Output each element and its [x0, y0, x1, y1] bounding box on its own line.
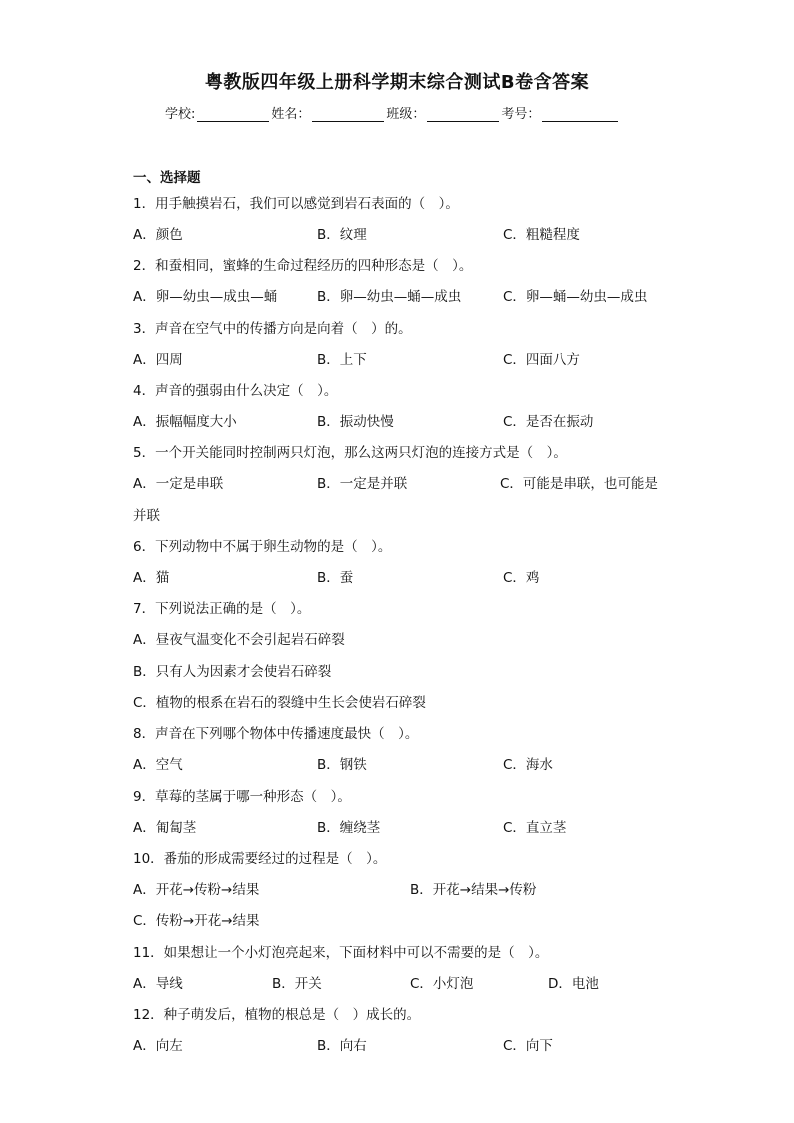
number-blank[interactable]: [542, 107, 618, 122]
question-stem: 5．一个开关能同时控制两只灯泡，那么这两只灯泡的连接方式是（ ）。: [133, 445, 567, 461]
question-stem: 6．下列动物中不属于卵生动物的是（ ）。: [133, 539, 392, 555]
class-blank[interactable]: [427, 107, 499, 122]
option-b: B．一定是并联: [317, 476, 408, 492]
option-a: A．猫: [133, 570, 170, 586]
section-heading: 一、选择题: [133, 170, 201, 186]
question-stem: 3．声音在空气中的传播方向是向着（ ）的。: [133, 321, 412, 337]
option-b: B．上下: [317, 352, 367, 368]
question-stem: 12．种子萌发后，植物的根总是（ ）成长的。: [133, 1007, 421, 1023]
question-stem: 10．番茄的形成需要经过的过程是（ ）。: [133, 851, 387, 867]
option-d: D．电池: [548, 976, 599, 992]
option-b: B．卵—幼虫—蛹—成虫: [317, 289, 462, 305]
class-label: 班级：: [386, 107, 426, 122]
option-a: A．卵—幼虫—成虫—蛹: [133, 289, 278, 305]
option-a: A．四周: [133, 352, 183, 368]
question-stem: 8．声音在下列哪个物体中传播速度最快（ ）。: [133, 726, 419, 742]
question-stem: 11．如果想让一个小灯泡亮起来，下面材料中可以不需要的是（ ）。: [133, 945, 549, 961]
school-label: 学校:: [165, 107, 196, 122]
name-blank[interactable]: [312, 107, 384, 122]
question-stem: 2．和蚕相同，蜜蜂的生命过程经历的四种形态是（ ）。: [133, 258, 473, 274]
question-stem: 1．用手触摸岩石，我们可以感觉到岩石表面的（ ）。: [133, 196, 459, 212]
student-info-line: [165, 103, 620, 122]
question-stem: 9．草莓的茎属于哪一种形态（ ）。: [133, 789, 351, 805]
option-a: A．昼夜气温变化不会引起岩石碎裂: [133, 632, 345, 648]
option-b: B．缠绕茎: [317, 820, 381, 836]
option-b: B．振动快慢: [317, 414, 394, 430]
question-stem: 4．声音的强弱由什么决定（ ）。: [133, 383, 338, 399]
option-a: A．空气: [133, 757, 183, 773]
option-b: B．开关: [272, 976, 322, 992]
question-stem: 7．下列说法正确的是（ ）。: [133, 601, 311, 617]
option-a: A．向左: [133, 1038, 183, 1054]
option-c: C．传粉→开花→结果: [133, 913, 260, 929]
option-c: C．鸡: [503, 570, 540, 586]
document-title: 粤教版四年级上册科学期末综合测试B卷含答案: [204, 72, 590, 93]
option-a: A．一定是串联: [133, 476, 224, 492]
option-b: B．钢铁: [317, 757, 367, 773]
option-b: B．向右: [317, 1038, 367, 1054]
option-c: C．粗糙程度: [503, 227, 580, 243]
option-a: A．导线: [133, 976, 183, 992]
option-c: C．小灯泡: [410, 976, 474, 992]
option-c: C．植物的根系在岩石的裂缝中生长会使岩石碎裂: [133, 695, 426, 711]
option-c: C．海水: [503, 757, 553, 773]
name-label: 姓名：: [271, 107, 311, 122]
number-label: 考号：: [501, 107, 541, 122]
option-c: C．直立茎: [503, 820, 567, 836]
option-a: A．开花→传粉→结果: [133, 882, 260, 898]
option-a: A．匍匐茎: [133, 820, 197, 836]
option-b: B．纹理: [317, 227, 367, 243]
option-c-continuation: 并联: [133, 508, 160, 524]
option-c: C．可能是串联，也可能是: [500, 476, 658, 492]
option-b: B．蚕: [317, 570, 354, 586]
school-blank[interactable]: [197, 107, 269, 122]
option-c: C．向下: [503, 1038, 553, 1054]
option-b: B．开花→结果→传粉: [410, 882, 537, 898]
option-a: A．振幅幅度大小: [133, 414, 237, 430]
option-c: C．四面八方: [503, 352, 580, 368]
option-b: B．只有人为因素才会使岩石碎裂: [133, 664, 332, 680]
option-a: A．颜色: [133, 227, 183, 243]
option-c: C．是否在振动: [503, 414, 594, 430]
option-c: C．卵—蛹—幼虫—成虫: [503, 289, 648, 305]
